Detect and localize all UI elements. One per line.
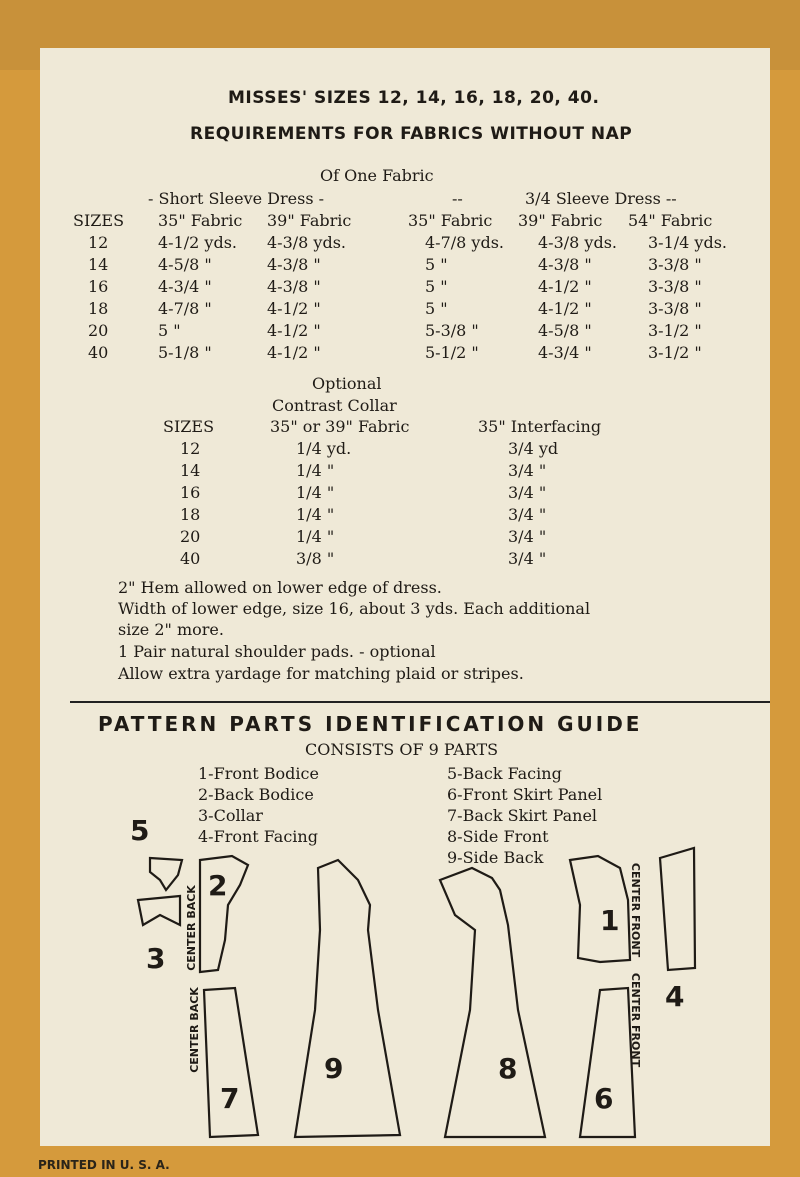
table-cell: 3-3/8 "	[648, 255, 702, 274]
sizes-title: MISSES' SIZES 12, 14, 16, 18, 20, 40.	[228, 88, 600, 108]
table-cell: 3-1/2 "	[648, 321, 702, 340]
label-center-back-upper: CENTER BACK	[185, 885, 198, 971]
piece-8-outline	[440, 868, 545, 1137]
table-cell: 14	[88, 255, 109, 274]
piece-number-4: 4	[665, 980, 685, 1013]
piece-number-9: 9	[324, 1052, 344, 1085]
col-54-long: 54" Fabric	[628, 211, 713, 230]
piece-5-outline	[150, 858, 182, 890]
table-cell: 4-1/2 yds.	[158, 233, 237, 252]
table-cell: 4-1/2 "	[267, 343, 321, 362]
table-cell: 20	[180, 527, 201, 546]
table-cell: 18	[88, 299, 109, 318]
fabric-group-label: Of One Fabric	[320, 166, 434, 185]
note-hem: 2" Hem allowed on lower edge of dress.	[118, 578, 442, 597]
label-center-front-lower: CENTER FRONT	[629, 972, 642, 1068]
table-cell: 1/4 "	[296, 527, 335, 546]
consists-label: CONSISTS OF 9 PARTS	[305, 740, 499, 759]
table-cell: 3/4 "	[508, 549, 547, 568]
table-cell: 4-3/4 "	[538, 343, 592, 362]
table-cell: 3/4 "	[508, 505, 547, 524]
piece-number-1: 1	[600, 904, 620, 937]
table-cell: 4-7/8 yds.	[425, 233, 504, 252]
table-cell: 5-3/8 "	[425, 321, 479, 340]
part-5: 5-Back Facing	[447, 764, 562, 783]
table-cell: 14	[180, 461, 201, 480]
part-2: 2-Back Bodice	[198, 785, 314, 804]
table-cell: 12	[180, 439, 201, 458]
table-cell: 1/4 yd.	[296, 439, 352, 458]
col-sizes: SIZES	[73, 211, 125, 230]
part-9: 9-Side Back	[447, 848, 544, 867]
guide-title: PATTERN PARTS IDENTIFICATION GUIDE	[98, 712, 643, 736]
table-cell: 1/4 "	[296, 483, 335, 502]
contrast-collar-label: Contrast Collar	[272, 396, 397, 415]
table-cell: 5 "	[158, 321, 181, 340]
piece-9-outline	[295, 860, 400, 1137]
table-cell: 3-3/8 "	[648, 299, 702, 318]
part-7: 7-Back Skirt Panel	[447, 806, 598, 825]
table-cell: 5-1/2 "	[425, 343, 479, 362]
table-cell: 3/4 yd	[508, 439, 559, 458]
label-center-front-upper: CENTER FRONT	[629, 862, 642, 958]
part-4: 4-Front Facing	[198, 827, 318, 846]
table-cell: 20	[88, 321, 109, 340]
piece-3-outline	[138, 896, 180, 925]
table-cell: 3-1/4 yds.	[648, 233, 727, 252]
table-cell: 16	[88, 277, 109, 296]
table-cell: 3/4 "	[508, 461, 547, 480]
table-cell: 4-1/2 "	[538, 277, 592, 296]
note-width-cont: size 2" more.	[118, 620, 224, 639]
table-cell: 4-3/4 "	[158, 277, 212, 296]
note-shoulder-pads: 1 Pair natural shoulder pads. - optional	[118, 642, 436, 661]
table-cell: 4-3/8 yds.	[267, 233, 346, 252]
part-6: 6-Front Skirt Panel	[447, 785, 603, 804]
col-39-short: 39" Fabric	[267, 211, 352, 230]
table-cell: 4-5/8 "	[158, 255, 212, 274]
collar-col-sizes: SIZES	[163, 417, 215, 436]
table-cell: 4-3/8 "	[538, 255, 592, 274]
table-cell: 4-5/8 "	[538, 321, 592, 340]
table-cell: 4-1/2 "	[267, 321, 321, 340]
part-1: 1-Front Bodice	[198, 764, 319, 783]
table-cell: 4-3/8 "	[267, 277, 321, 296]
col-39-long: 39" Fabric	[518, 211, 603, 230]
table-cell: 5 "	[425, 277, 448, 296]
collar-col-fabric: 35" or 39" Fabric	[270, 417, 410, 436]
piece-number-5: 5	[130, 814, 150, 847]
table-cell: 12	[88, 233, 109, 252]
col-35-short: 35" Fabric	[158, 211, 243, 230]
note-width: Width of lower edge, size 16, about 3 yds. Each additional	[118, 599, 591, 618]
table-cell: 4-1/2 "	[267, 299, 321, 318]
printed-footer: PRINTED IN U. S. A.	[38, 1158, 170, 1172]
requirements-title: REQUIREMENTS FOR FABRICS WITHOUT NAP	[190, 124, 633, 144]
short-sleeve-label: - Short Sleeve Dress -	[148, 189, 325, 208]
dash-separator: --	[452, 189, 463, 208]
table-cell: 5-1/8 "	[158, 343, 212, 362]
optional-label: Optional	[312, 374, 382, 393]
table-cell: 18	[180, 505, 201, 524]
col-35-long: 35" Fabric	[408, 211, 493, 230]
piece-number-3: 3	[146, 942, 166, 975]
table-cell: 5 "	[425, 255, 448, 274]
collar-col-interfacing: 35" Interfacing	[478, 417, 602, 436]
piece-number-7: 7	[220, 1082, 240, 1115]
table-cell: 16	[180, 483, 201, 502]
piece-4-outline	[660, 848, 695, 970]
part-8: 8-Side Front	[447, 827, 549, 846]
table-cell: 4-3/8 yds.	[538, 233, 617, 252]
label-center-back-lower: CENTER BACK	[188, 987, 201, 1073]
table-cell: 5 "	[425, 299, 448, 318]
piece-number-6: 6	[594, 1082, 614, 1115]
table-cell: 4-3/8 "	[267, 255, 321, 274]
part-3: 3-Collar	[198, 806, 263, 825]
table-cell: 3/8 "	[296, 549, 335, 568]
table-cell: 40	[88, 343, 109, 362]
three-quarter-sleeve-label: 3/4 Sleeve Dress --	[525, 189, 677, 208]
note-plaid: Allow extra yardage for matching plaid or stripes.	[118, 664, 524, 683]
table-cell: 4-7/8 "	[158, 299, 212, 318]
piece-number-2: 2	[208, 869, 228, 902]
table-cell: 4-1/2 "	[538, 299, 592, 318]
table-cell: 3-3/8 "	[648, 277, 702, 296]
table-cell: 1/4 "	[296, 461, 335, 480]
piece-number-8: 8	[498, 1052, 518, 1085]
table-cell: 3/4 "	[508, 483, 547, 502]
table-cell: 40	[180, 549, 201, 568]
table-cell: 1/4 "	[296, 505, 335, 524]
table-cell: 3-1/2 "	[648, 343, 702, 362]
table-cell: 3/4 "	[508, 527, 547, 546]
